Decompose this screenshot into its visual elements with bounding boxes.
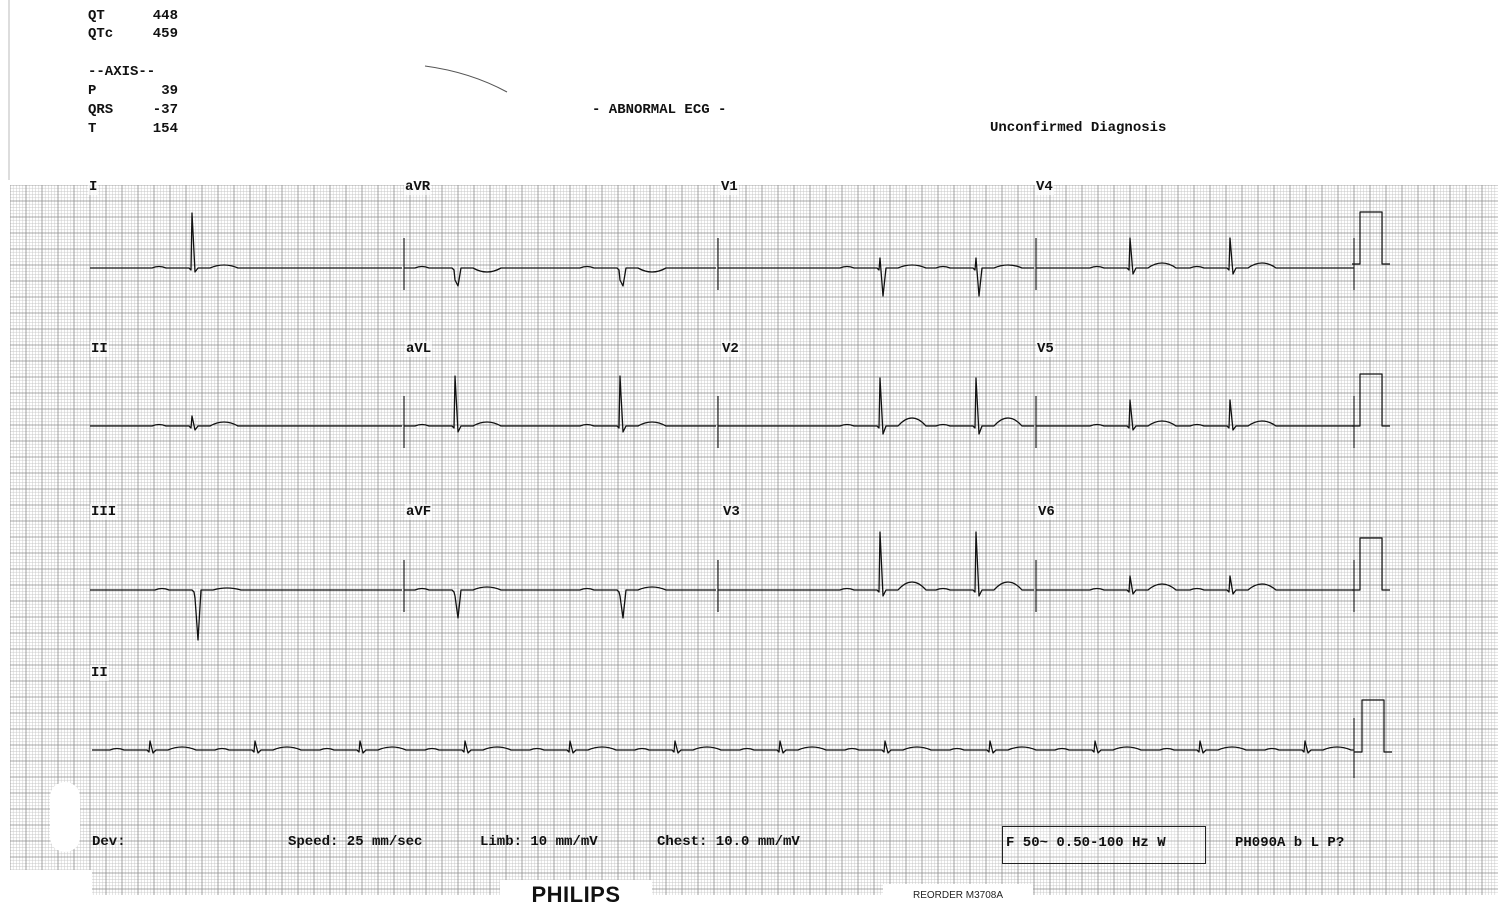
axis-qrs-value: -37 xyxy=(152,102,178,118)
filter-setting: F 50~ 0.50-100 Hz W xyxy=(1006,835,1166,851)
diagnosis-status: Unconfirmed Diagnosis xyxy=(990,120,1167,136)
lead-label-v2: V2 xyxy=(722,341,739,357)
qt-label: QT xyxy=(88,8,105,24)
stray-pen-mark xyxy=(0,0,1500,180)
lead-label-rhythm-ii: II xyxy=(91,665,108,681)
device-label: Dev: xyxy=(92,834,126,850)
chest-gain-setting: Chest: 10.0 mm/mV xyxy=(657,834,800,850)
ecg-grid-paper xyxy=(10,185,1498,895)
limb-gain-setting: Limb: 10 mm/mV xyxy=(480,834,598,850)
paper-edge-bottom xyxy=(0,896,1500,922)
axis-t-value: 154 xyxy=(152,121,178,137)
grid-minor-lines xyxy=(10,185,1498,895)
lead-label-iii: III xyxy=(91,504,117,520)
axis-heading: --AXIS-- xyxy=(88,64,156,80)
axis-qrs-label: QRS xyxy=(88,102,114,118)
axis-p-label: P xyxy=(88,83,97,99)
reorder-code: REORDER M3708A xyxy=(883,884,1033,908)
speed-setting: Speed: 25 mm/sec xyxy=(288,834,423,850)
lead-label-v5: V5 xyxy=(1037,341,1054,357)
lead-label-v1: V1 xyxy=(721,179,738,195)
device-code: PH090A b L P? xyxy=(1235,835,1345,851)
lead-label-avr: aVR xyxy=(405,179,431,195)
lead-label-avf: aVF xyxy=(406,504,432,520)
interpretation-statement: - ABNORMAL ECG - xyxy=(592,102,727,118)
axis-p-value: 39 xyxy=(161,83,178,99)
lead-label-i: I xyxy=(89,179,98,195)
lead-label-v4: V4 xyxy=(1036,179,1053,195)
lead-label-v3: V3 xyxy=(723,504,740,520)
brand-logo: PHILIPS xyxy=(500,880,652,910)
lead-label-v6: V6 xyxy=(1038,504,1055,520)
axis-t-label: T xyxy=(88,121,97,137)
qtc-value: 459 xyxy=(152,26,178,42)
lead-label-ii: II xyxy=(91,341,108,357)
qtc-label: QTc xyxy=(88,26,114,42)
paper-hole xyxy=(50,782,80,852)
lead-label-avl: aVL xyxy=(406,341,432,357)
qt-value: 448 xyxy=(152,8,178,24)
